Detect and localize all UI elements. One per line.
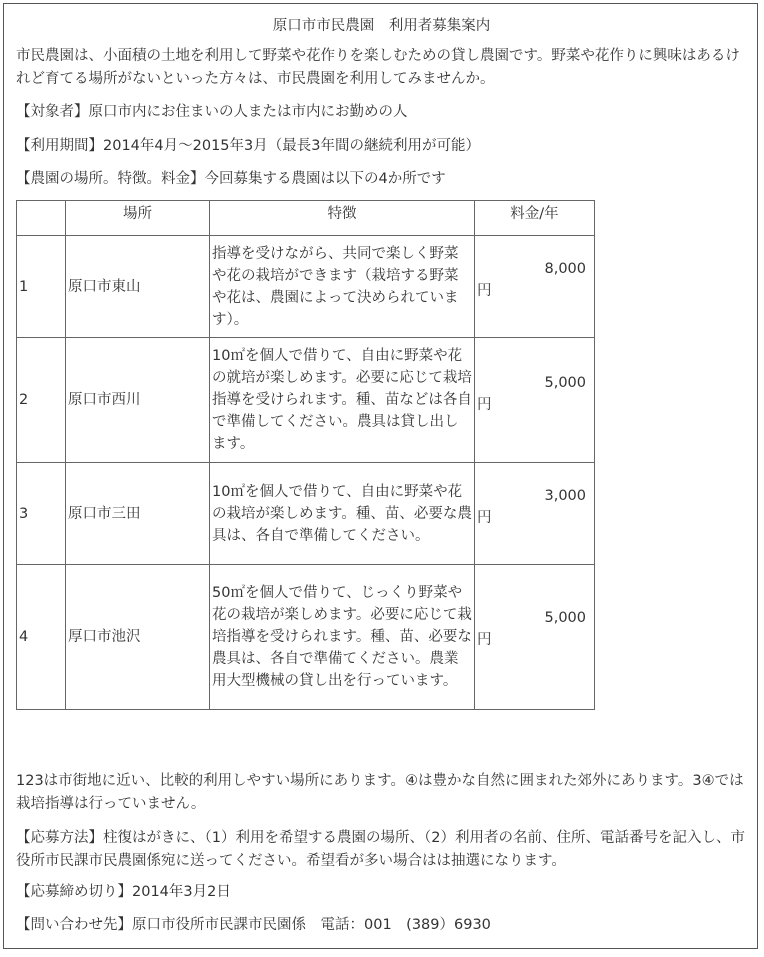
header-feature: 特徴 xyxy=(210,201,475,236)
row-place: 原口市西川 xyxy=(66,338,210,463)
row-place: 厚口市池沢 xyxy=(66,565,210,710)
header-no xyxy=(17,201,66,236)
row-fee xyxy=(475,338,595,463)
fee-amount: 3,000 xyxy=(544,488,586,504)
fee-amount: 5,000 xyxy=(544,610,586,626)
table-header-row xyxy=(17,201,595,236)
row-feature: 指導を受けながら、共同で楽しく野菜や花の栽培ができます（栽培する野菜や花は、農園によって決められています）。 xyxy=(210,236,475,338)
intro-paragraph: 市民農園は、小面積の土地を利用して野菜や花作りを楽しむための貸し農園です。野菜や花作りに興味はあるけれど育てる場所がないといった方々は、市民農園を利用してみませんか。 xyxy=(16,48,740,87)
row-number: 2 xyxy=(17,338,66,463)
document-frame xyxy=(3,3,758,949)
note-paragraph: 123は市街地に近い、比較的利用しやすい場所にあります。④は豊かな自然に囲まれた郊外にあります。3④では栽培指導は行っていません。 xyxy=(16,773,744,812)
eligibility-line: 【対象者】原口市内にお住まいの人または市内にお勤めの人 xyxy=(16,104,408,120)
fee-amount: 8,000 xyxy=(544,261,586,277)
row-feature: 10㎡を個人で借りて、自由に野菜や花の就培が楽しめます。必要に応じて栽培指導を受けられます。種、苗などは各自で準備してください。農具は貸し出します。 xyxy=(210,338,475,463)
row-number: 1 xyxy=(17,236,66,338)
fee-unit: 円 xyxy=(477,510,492,526)
application-paragraph: 【応募方法】柱復はがきに、（1）利用を希望する農園の場所、（2）利用者の名前、住所、電話番号を記入し、市役所市民課市民農園係宛に送ってください。希望看が多い場合はは抽選になります。 xyxy=(16,830,745,869)
page-title: 原口市市民農園 利用者募集案内 xyxy=(272,18,491,34)
row-fee xyxy=(475,565,595,710)
fee-unit: 円 xyxy=(477,283,492,299)
row-place: 原口市三田 xyxy=(66,463,210,565)
table-row xyxy=(17,236,595,338)
fee-amount: 5,000 xyxy=(544,375,586,391)
row-feature: 50㎡を個人で借りて、じっくり野菜や花の栽培が楽しめます。必要に応じて栽培指導を受けられます。種、苗、必要な農具は、各自で準備てください。農業用大型機械の貸し出を行っています。 xyxy=(210,565,475,710)
row-number: 4 xyxy=(17,565,66,710)
farm-table xyxy=(16,200,595,710)
fee-unit: 円 xyxy=(477,397,492,413)
row-fee xyxy=(475,236,595,338)
period-line: 【利用期間】2014年4月～2015年3月（最長3年間の継続利用が可能） xyxy=(16,138,480,154)
deadline-line: 【応募締め切り】2014年3月2日 xyxy=(16,884,231,900)
locations-heading: 【農園の場所。特徴。料金】今回募集する農園は以下の4か所です xyxy=(16,171,446,187)
row-number: 3 xyxy=(17,463,66,565)
header-place: 場所 xyxy=(66,201,210,236)
header-fee: 料金/年 xyxy=(475,201,595,236)
table-row xyxy=(17,463,595,565)
table-row xyxy=(17,565,595,710)
row-feature: 10㎡を個人で借りて、自由に野菜や花の栽培が楽しめます。種、苗、必要な農具は、各自で準備してください。 xyxy=(210,463,475,565)
row-place: 原口市東山 xyxy=(66,236,210,338)
table-row xyxy=(17,338,595,463)
row-fee xyxy=(475,463,595,565)
contact-line: 【問い合わせ先】原口市役所市民課市民園係 電話：001 (389）6930 xyxy=(16,917,491,933)
fee-unit: 円 xyxy=(477,632,492,648)
